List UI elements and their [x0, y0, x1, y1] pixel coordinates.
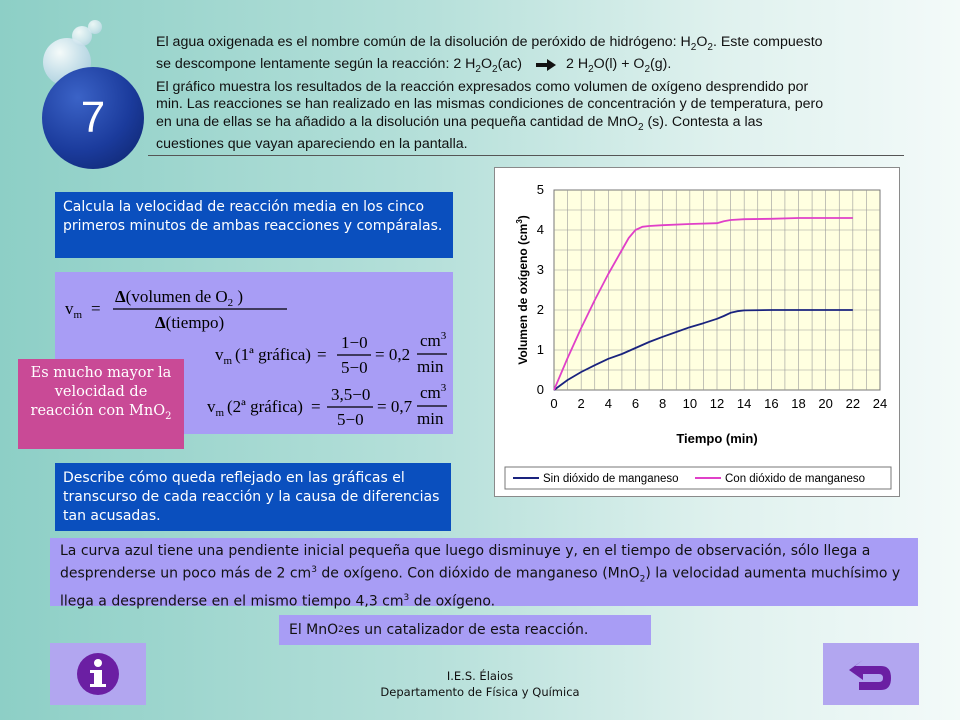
x-tick-label: 10 — [682, 396, 698, 411]
header-divider — [148, 155, 904, 156]
info-icon — [75, 651, 121, 697]
y-tick-label: 5 — [536, 182, 544, 197]
info-button[interactable] — [50, 643, 146, 705]
slide-number-badge — [42, 67, 144, 169]
g1-vm: $v_m$ — [215, 345, 233, 367]
x-tick-label: 20 — [818, 396, 833, 411]
x-tick-label: 0 — [550, 396, 558, 411]
g1-label: (1ª gráfica) — [235, 345, 311, 364]
back-button[interactable] — [823, 643, 919, 705]
y-tick-label: 1 — [536, 342, 544, 357]
catalyst-note: El MnO 2 es un catalizador de esta reacción. — [279, 615, 651, 645]
intro-line-1: El agua oxigenada es el nombre común de la disolución de peróxido de hidrógeno: $H_2O_2$. Este compuesto — [156, 34, 823, 53]
oxygen-volume-chart — [495, 168, 901, 498]
decorative-bubble-small — [88, 20, 102, 34]
g2-numerator: 3,5−0 — [331, 385, 371, 404]
intro-line-5: en una de ellas se ha añadido a la disolución una pequeña cantidad de MnO$_2$ (s). Contesta a las — [156, 113, 763, 133]
g1-unit-num: $cm^3$ — [420, 330, 447, 350]
y-tick-label: 3 — [536, 262, 544, 277]
y-tick-label: 0 — [536, 382, 544, 397]
footer-school: I.E.S. Élaios — [446, 669, 514, 683]
return-arrow-icon — [845, 652, 897, 696]
formula-vm: $v_m$ — [65, 299, 83, 321]
intro-line-4: min. Las reacciones se han realizado en las mismas condiciones de concentración y de temperatura, pero — [156, 96, 824, 113]
y-tick-label: 4 — [536, 222, 544, 237]
question-1-box: Calcula la velocidad de reacción media en los cinco primeros minutos de ambas reacciones y compáralas. — [55, 192, 453, 258]
g1-equals: = — [317, 345, 327, 364]
right-arrow-icon — [534, 59, 560, 71]
footer — [330, 668, 630, 700]
formula-equals: = — [91, 299, 101, 318]
y-tick-label: 2 — [536, 302, 544, 317]
g2-unit-den: min — [417, 409, 444, 428]
g1-unit-den: min — [417, 357, 444, 376]
g2-denominator: 5−0 — [337, 410, 364, 429]
x-tick-label: 18 — [791, 396, 806, 411]
formula-numerator: Δ(volumen de $O_2$ ) — [115, 287, 244, 309]
x-tick-label: 22 — [845, 396, 861, 411]
x-tick-label: 16 — [764, 396, 779, 411]
x-tick-label: 12 — [709, 396, 725, 411]
x-tick-label: 4 — [604, 396, 612, 411]
footer-department: Departamento de Física y Química — [380, 685, 580, 699]
g1-result: = 0,2 — [375, 345, 411, 364]
g2-vm: $v_m$ — [207, 397, 225, 419]
question-2-box: Describe cómo queda reflejado en las gráficas el transcurso de cada reacción y la causa de diferencias tan acusadas. — [55, 463, 451, 531]
g2-equals: = — [311, 397, 321, 416]
g1-numerator: 1−0 — [341, 333, 368, 352]
g2-unit-num: $cm^3$ — [420, 382, 447, 402]
formula-denominator: Δ(tiempo) — [155, 313, 225, 332]
x-tick-label: 6 — [631, 396, 640, 411]
x-axis-label: Tiempo (min) — [676, 431, 758, 446]
chart-frame — [494, 167, 900, 497]
legend-label-sin: Sin dióxido de manganeso — [543, 473, 679, 485]
g2-result: = 0,7 — [377, 397, 413, 416]
answer-box: La curva azul tiene una pendiente inicial pequeña que luego disminuye y, en el tiempo de observación, sólo llega a desprenderse un poco más de 2 $cm^3$ de oxígeno. Con dióxido de manganeso (MnO$_2$) la velocidad aumenta muchísimo y llega a desprenderse en el mismo tiempo 4,3 $cm^3$ de oxígeno. — [50, 538, 918, 606]
comparison-note: Es mucho mayor la velocidad de reacción con MnO$_2$ — [18, 359, 184, 449]
x-tick-label: 14 — [736, 396, 752, 411]
intro-line-2: se descompone lentamente según la reacción: 2 $H_2O_2(ac)$ 2 $H_2O(l) + O_2(g)$. — [156, 56, 672, 76]
x-tick-label: 2 — [577, 396, 585, 411]
intro-line-6: cuestiones que vayan apareciendo en la pantalla. — [156, 135, 468, 152]
x-tick-label: 24 — [872, 396, 888, 411]
intro-line-3: El gráfico muestra los resultados de la reacción expresados como volumen de oxígeno desprendido por — [156, 78, 809, 95]
g1-denominator: 5−0 — [341, 358, 368, 377]
intro-text — [156, 34, 914, 153]
slide-number: 7 — [80, 93, 106, 142]
x-tick-label: 8 — [659, 396, 667, 411]
legend-label-con: Con dióxido de manganeso — [725, 473, 866, 485]
g2-label: (2ª gráfica) — [227, 397, 303, 416]
y-axis-label: Volumen de oxígeno $(cm^3)$ — [515, 215, 530, 365]
